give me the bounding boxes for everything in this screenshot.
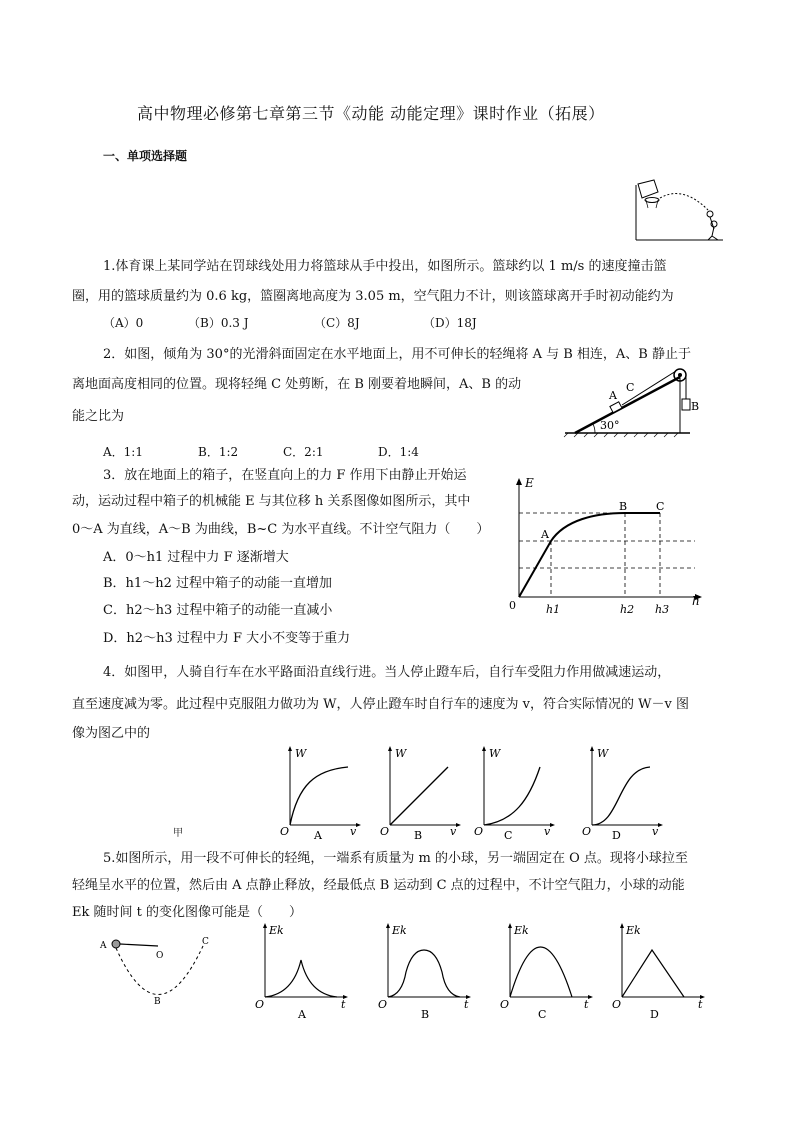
- incline-label-c: C: [626, 381, 635, 394]
- graph-origin: 0: [509, 599, 516, 612]
- q2-option-c: C．2:1: [283, 445, 324, 459]
- svg-text:O: O: [612, 998, 622, 1011]
- svg-text:W: W: [295, 747, 307, 760]
- q2-option-d: D．1:4: [378, 445, 419, 459]
- svg-text:Ek: Ek: [514, 924, 529, 937]
- q1-option-b: （B）0.3 J: [188, 316, 249, 330]
- svg-text:t: t: [584, 998, 589, 1011]
- ek-label-c: C: [538, 1008, 547, 1021]
- q3-line1: 3．放在地面上的箱子，在竖直向上的力 F 作用下由静止开始运: [103, 468, 467, 483]
- svg-text:O: O: [582, 825, 592, 838]
- ek-graph-b: [378, 922, 473, 1022]
- svg-text:C: C: [202, 937, 209, 947]
- section-heading: 一、单项选择题: [103, 149, 188, 163]
- graph-tick-h3: h3: [655, 603, 670, 616]
- graph-tick-h2: h2: [620, 603, 635, 616]
- ek-label-d: D: [650, 1008, 659, 1021]
- wv-graph-c: [474, 745, 554, 840]
- wv-label-c: C: [504, 829, 513, 842]
- q4-line1: 4．如图甲，人骑自行车在水平路面沿直线行进。当人停止蹬车后，自行车受阻力作用做减速运动，: [103, 665, 671, 680]
- wv-label-b: B: [414, 829, 423, 842]
- wv-graph-a: [280, 745, 360, 840]
- svg-text:O: O: [280, 825, 290, 838]
- wv-graph-d: [582, 745, 662, 840]
- incline-label-a: A: [609, 389, 617, 402]
- graph-point-b: B: [619, 500, 628, 513]
- q5-line3: Ek 随时间 t 的变化图像可能是（ ）: [72, 905, 302, 920]
- wv-label-a: A: [314, 829, 322, 842]
- q2-option-b: B．1:2: [198, 445, 239, 459]
- graph-x-label: h: [692, 594, 700, 608]
- q3-option-c: C．h2～h3 过程中箱子的动能一直减小: [103, 603, 333, 618]
- page-title: 高中物理必修第七章第三节《动能 动能定理》课时作业（拓展）: [137, 104, 605, 123]
- q3-line3: 0～A 为直线，A～B 为曲线，B~C 为水平直线。不计空气阻力（ ）: [72, 522, 490, 537]
- q2-line2: 离地面高度相同的位置。现将轻绳 C 处剪断，在 B 刚要着地瞬间，A、B 的动: [72, 377, 522, 392]
- q2-line3: 能之比为: [72, 409, 125, 424]
- q2-line1: 2．如图，倾角为 30°的光滑斜面固定在水平地面上，用不可伸长的轻绳将 A 与 B 相连，A、B 静止于: [103, 347, 691, 362]
- graph-tick-h1: h1: [546, 603, 561, 616]
- pendulum-figure: [98, 932, 218, 1012]
- q1-option-d: （D）18J: [423, 316, 477, 330]
- q3-option-d: D．h2～h3 过程中力 F 大小不变等于重力: [103, 631, 351, 646]
- ek-graph-c: [500, 922, 595, 1022]
- svg-text:W: W: [395, 747, 407, 760]
- ek-graph-a: [255, 922, 350, 1022]
- q4-fig-jia: 甲: [173, 828, 183, 839]
- svg-text:O: O: [255, 998, 265, 1011]
- svg-text:B: B: [154, 997, 161, 1007]
- basketball-figure: [628, 180, 728, 245]
- q3-option-b: B．h1～h2 过程中箱子的动能一直增加: [103, 576, 332, 591]
- q5-line2: 轻绳呈水平的位置，然后由 A 点静止释放，经最低点 B 运动到 C 点的过程中，不计空气阻力，小球的动能: [72, 878, 685, 893]
- wv-graph-b: [380, 745, 460, 840]
- ek-label-b: B: [421, 1008, 430, 1021]
- svg-text:O: O: [378, 998, 388, 1011]
- graph-point-c: C: [656, 500, 665, 513]
- svg-text:W: W: [489, 747, 501, 760]
- ek-graph-d: [612, 922, 707, 1022]
- svg-text:O: O: [380, 825, 390, 838]
- q1-option-c: （C）8J: [314, 316, 360, 330]
- svg-text:t: t: [341, 998, 346, 1011]
- incline-label-b: B: [691, 400, 700, 413]
- svg-text:W: W: [597, 747, 609, 760]
- svg-text:Ek: Ek: [392, 924, 407, 937]
- svg-text:O: O: [500, 998, 510, 1011]
- svg-text:t: t: [698, 998, 703, 1011]
- q4-line2: 直至速度减为零。此过程中克服阻力做功为 W，人停止蹬车时自行车的速度为 v，符合实际情况的 W－v 图: [72, 697, 689, 712]
- q3-option-a: A．0～h1 过程中力 F 逐渐增大: [103, 550, 289, 565]
- q3-line2: 动，运动过程中箱子的机械能 E 与其位移 h 关系图像如图所示，其中: [72, 494, 471, 509]
- q5-line1: 5.如图所示，用一段不可伸长的轻绳，一端系有质量为 m 的小球，另一端固定在 O 点。现将小球拉至: [103, 851, 688, 866]
- graph-y-label: E: [525, 476, 534, 490]
- svg-text:A: A: [100, 941, 107, 951]
- svg-text:Ek: Ek: [626, 924, 641, 937]
- q1-option-a: （A）0: [103, 316, 144, 330]
- graph-point-a: A: [541, 528, 549, 541]
- svg-text:O: O: [156, 951, 164, 961]
- incline-figure: [560, 365, 700, 440]
- q2-option-a: A．1:1: [103, 445, 143, 459]
- svg-text:v: v: [450, 825, 457, 838]
- svg-text:v: v: [652, 825, 659, 838]
- wv-label-d: D: [612, 829, 621, 842]
- q1-line1: 1.体育课上某同学站在罚球线处用力将篮球从手中投出，如图所示。篮球约以 1 m/s 的速度撞击篮: [103, 259, 667, 274]
- q4-line3: 像为图乙中的: [72, 726, 151, 741]
- svg-text:Ek: Ek: [269, 924, 284, 937]
- svg-text:v: v: [544, 825, 551, 838]
- q1-line2: 圈，用的篮球质量约为 0.6 kg，篮圈离地高度为 3.05 m，空气阻力不计，则该篮球离开手时初动能约为: [72, 289, 674, 304]
- svg-text:O: O: [474, 825, 484, 838]
- svg-text:t: t: [464, 998, 469, 1011]
- svg-text:v: v: [350, 825, 357, 838]
- energy-height-graph: [505, 475, 710, 620]
- incline-angle-label: 30°: [600, 419, 620, 432]
- ek-label-a: A: [298, 1008, 306, 1021]
